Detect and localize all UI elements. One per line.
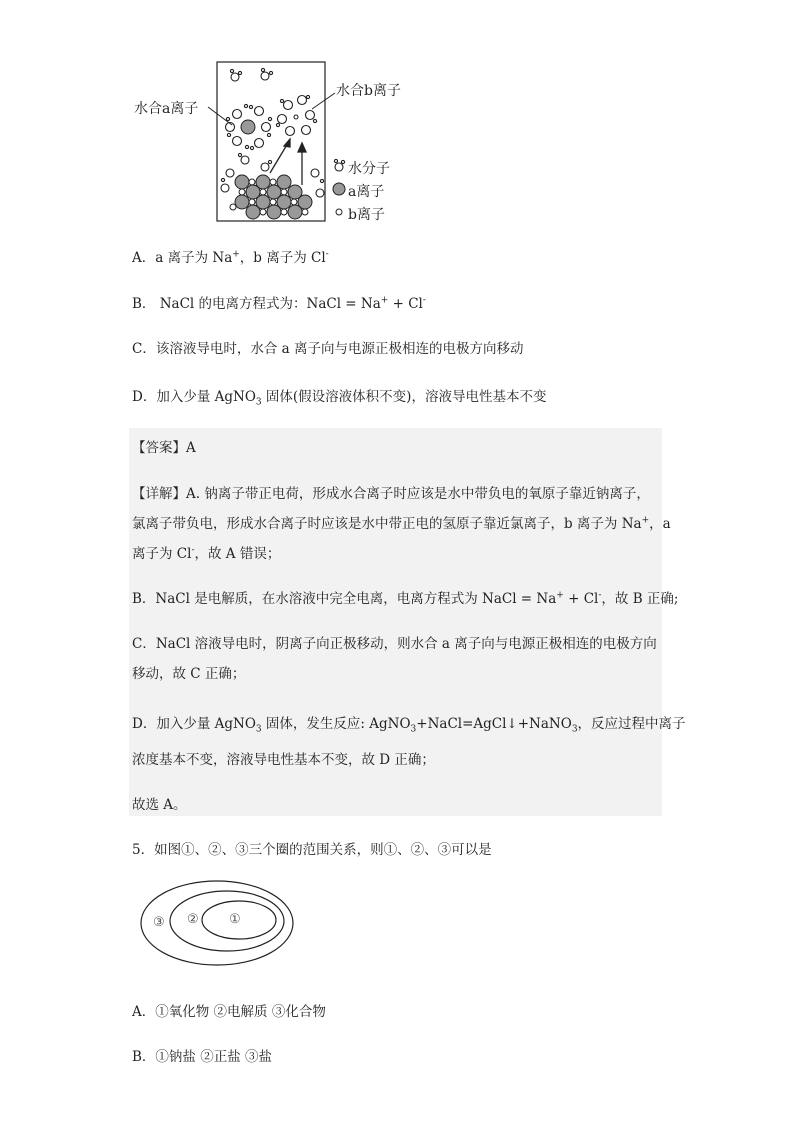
question-5-option-a: A．①氧化物 ②电解质 ③化合物 (132, 1004, 326, 1020)
legend-water: 水分子 (348, 161, 390, 177)
option-c: C．该溶液导电时，水合 a 离子向与电源正极相连的电极方向移动 (132, 341, 524, 357)
question-5-stem: 5．如图①、②、③三个圈的范围关系，则①、②、③可以是 (132, 842, 492, 858)
detail-line-2: 氯离子带负电，形成水合离子时应该是水中带正电的氢原子靠近氯离子，b 离子为 Na+，a (132, 515, 671, 532)
option-d: D．加入少量 AgNO$_3$ 固体(假设溶液体积不变)，溶液导电性基本不变 (132, 389, 547, 408)
option-b: B． NaCl 的电离方程式为：NaCl = Na+ + Cl- (132, 295, 426, 312)
answer-label: 【答案】A (132, 440, 196, 456)
legend-a-ion: a离子 (348, 184, 385, 200)
option-a: A．a 离子为 Na+，b 离子为 Cl- (132, 249, 329, 266)
detail-d-line-2: 浓度基本不变，溶液导电性基本不变，故 D 正确； (132, 752, 435, 768)
detail-b: B．NaCl 是电解质，在水溶液中完全电离，电离方程式为 NaCl = Na+ + Cl-，故 B 正确; (132, 590, 679, 607)
label-hydrated-a: 水合a离子 (134, 101, 199, 117)
label-hydrated-b: 水合b离子 (336, 83, 401, 99)
detail-line-3: 离子为 Cl-，故 A 错误； (132, 545, 281, 562)
circle-label-2: ② (187, 912, 199, 927)
circle-label-3: ③ (153, 915, 165, 930)
legend-b-ion: b离子 (348, 207, 385, 223)
detail-c-line-2: 移动，故 C 正确； (132, 666, 246, 682)
circle-label-1: ① (229, 912, 241, 927)
detail-line-1: 【详解】A. 钠离子带正电荷，形成水合离子时应该是水中带负电的氧原子靠近钠离子， (132, 486, 650, 502)
question-5-option-b: B．①钠盐 ②正盐 ③盐 (132, 1049, 273, 1065)
detail-c-line-1: C．NaCl 溶液导电时，阴离子向正极移动，则水合 a 离子向与电源正极相连的电极方向 (132, 636, 657, 652)
detail-d-line-1: D．加入少量 AgNO$_3$ 固体，发生反应: AgNO$_3$+NaCl=AgCl↓+NaNO$_3$，反应过程中离子 (132, 716, 686, 735)
answer-conclusion: 故选 A。 (132, 797, 187, 813)
